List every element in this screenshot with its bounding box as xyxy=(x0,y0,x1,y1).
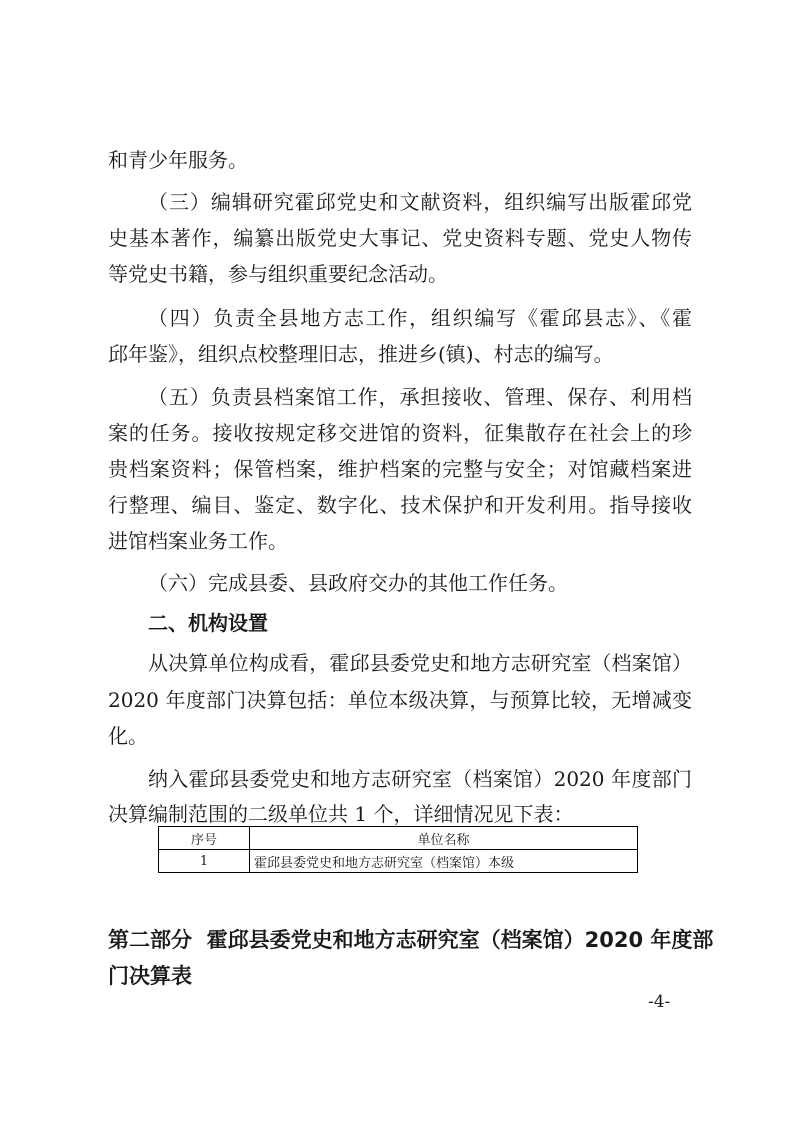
unit-table xyxy=(158,826,638,873)
body-line: 和青少年服务。 xyxy=(108,148,248,172)
part-title: 第二部分 霍邱县委党史和地方志研究室（档案馆）2020 年度部 xyxy=(108,928,714,952)
item-5-line: 贵档案资料；保管档案，维护档案的完整与安全；对馆藏档案进 xyxy=(108,457,692,481)
item-5-line: 案的任务。接收按规定移交进馆的资料，征集散存在社会上的珍 xyxy=(108,421,692,445)
table-row xyxy=(159,850,638,873)
table-header-cell: 序号 xyxy=(159,827,250,850)
item-4-line: （四）负责全县地方志工作，组织编写《霍邱县志》、《霍 xyxy=(148,306,692,330)
item-3-line: （三）编辑研究霍邱党史和文献资料，组织编写出版霍邱党 xyxy=(148,190,692,214)
section-heading: 二、机构设置 xyxy=(148,611,268,635)
table-header-row xyxy=(159,827,638,850)
item-3-line: 史基本著作，编纂出版党史大事记、党史资料专题、党史人物传 xyxy=(108,226,692,250)
section-para-line: 化。 xyxy=(108,724,148,748)
section-para-line: 决算编制范围的二级单位共 1 个，详细情况见下表： xyxy=(108,802,574,826)
item-5-line: 行整理、编目、鉴定、数字化、技术保护和开发利用。指导接收 xyxy=(108,493,692,517)
section-para-line: 从决算单位构成看，霍邱县委党史和地方志研究室（档案馆） xyxy=(148,651,692,675)
item-6-line: （六）完成县委、县政府交办的其他工作任务。 xyxy=(148,571,568,595)
page-number: -4- xyxy=(648,992,671,1012)
table-cell-unit-name: 霍邱县委党史和地方志研究室（档案馆）本级 xyxy=(250,850,638,873)
table-cell-index: 1 xyxy=(159,850,250,873)
item-3-line: 等党史书籍，参与组织重要纪念活动。 xyxy=(108,262,448,286)
item-4-line: 邱年鉴》，组织点校整理旧志，推进乡(镇)、村志的编写。 xyxy=(108,342,614,366)
part-title: 门决算表 xyxy=(108,964,192,988)
section-para-line: 纳入霍邱县委党史和地方志研究室（档案馆）2020 年度部门 xyxy=(148,767,692,791)
table-header-cell: 单位名称 xyxy=(250,827,638,850)
section-para-line: 2020 年度部门决算包括：单位本级决算，与预算比较，无增减变 xyxy=(108,688,692,712)
item-5-line: （五）负责县档案馆工作，承担接收、管理、保存、利用档 xyxy=(148,385,692,409)
item-5-line: 进馆档案业务工作。 xyxy=(108,529,288,553)
